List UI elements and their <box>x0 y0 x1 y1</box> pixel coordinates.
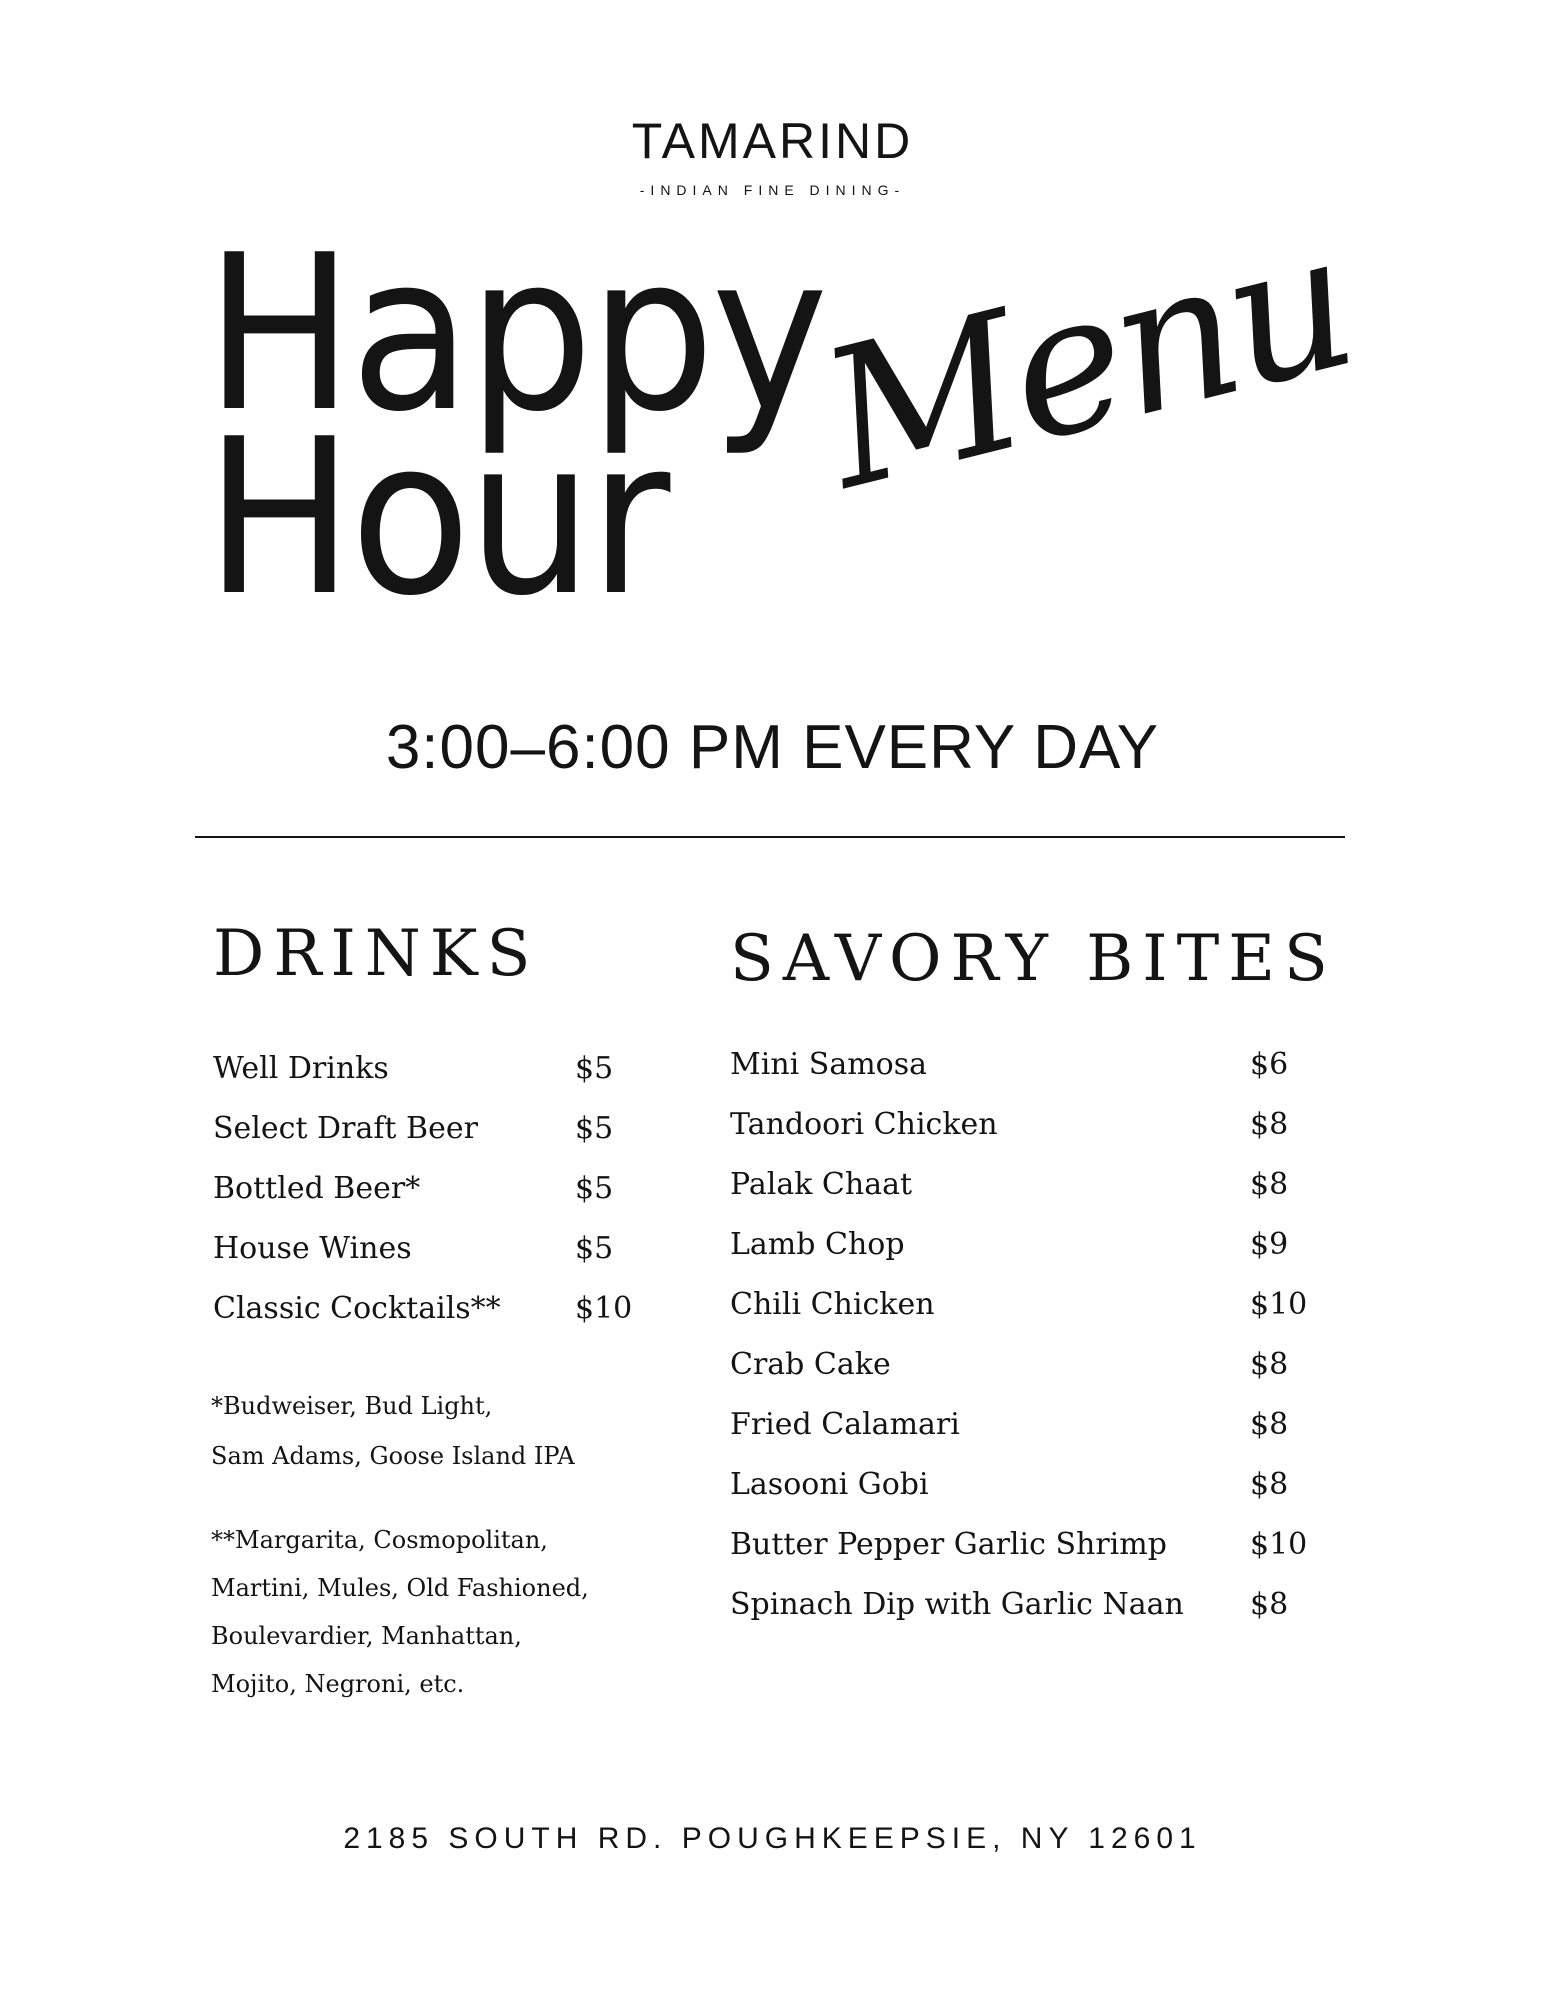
savory-bites-heading: SAVORY BITES <box>730 922 1337 996</box>
bite-item-name: Crab Cake <box>730 1347 891 1382</box>
cocktail-footnote-line: Mojito, Negroni, etc. <box>211 1670 465 1698</box>
drink-item-name: Well Drinks <box>213 1051 389 1086</box>
bite-item-price: $8 <box>1250 1107 1289 1142</box>
bite-item-name: Spinach Dip with Garlic Naan <box>730 1587 1184 1622</box>
restaurant-address: 2185 SOUTH RD. POUGHKEEPSIE, NY 12601 <box>343 1822 1202 1855</box>
bite-item-price: $9 <box>1250 1227 1289 1262</box>
bite-item-price: $10 <box>1250 1287 1308 1322</box>
drink-item-name: Select Draft Beer <box>213 1111 478 1146</box>
bite-item-price: $8 <box>1250 1467 1289 1502</box>
drink-item-name: House Wines <box>213 1231 412 1266</box>
restaurant-tagline: -INDIAN FINE DINING- <box>639 182 906 198</box>
restaurant-name: TAMARIND <box>631 113 914 169</box>
drink-item-price: $5 <box>575 1171 614 1206</box>
drink-item-name: Bottled Beer* <box>213 1171 421 1206</box>
bite-item-name: Tandoori Chicken <box>730 1107 998 1142</box>
drink-item-price: $5 <box>575 1051 614 1086</box>
happy-hour-times: 3:00–6:00 PM EVERY DAY <box>385 713 1160 782</box>
bite-item-price: $8 <box>1250 1587 1289 1622</box>
cocktail-footnote-line: Boulevardier, Manhattan, <box>211 1622 522 1650</box>
headline-hour: Hour <box>205 392 667 643</box>
cocktail-footnote-line: Martini, Mules, Old Fashioned, <box>211 1574 589 1602</box>
beer-footnote-line: *Budweiser, Bud Light, <box>211 1392 493 1420</box>
bite-item-price: $8 <box>1250 1167 1289 1202</box>
bite-item-price: $8 <box>1250 1407 1289 1442</box>
bite-item-name: Butter Pepper Garlic Shrimp <box>730 1527 1167 1562</box>
section-divider <box>195 836 1345 838</box>
beer-footnote-line: Sam Adams, Goose Island IPA <box>211 1442 575 1470</box>
drink-item-price: $5 <box>575 1111 614 1146</box>
drinks-heading: DRINKS <box>213 917 540 991</box>
drink-item-price: $5 <box>575 1231 614 1266</box>
bite-item-name: Fried Calamari <box>730 1407 960 1442</box>
bite-item-price: $8 <box>1250 1347 1289 1382</box>
cocktail-footnote-line: **Margarita, Cosmopolitan, <box>211 1526 548 1554</box>
drink-item-name: Classic Cocktails** <box>213 1291 501 1326</box>
bite-item-name: Mini Samosa <box>730 1047 927 1082</box>
drink-item-price: $10 <box>575 1291 633 1326</box>
bite-item-name: Chili Chicken <box>730 1287 935 1322</box>
bite-item-price: $6 <box>1250 1047 1289 1082</box>
headline-happy: Happy <box>205 208 825 459</box>
headline-menu-script: Menu <box>803 189 1369 532</box>
bite-item-price: $10 <box>1250 1527 1308 1562</box>
bite-item-name: Lamb Chop <box>730 1227 905 1262</box>
bite-item-name: Palak Chaat <box>730 1167 913 1202</box>
bite-item-name: Lasooni Gobi <box>730 1467 929 1502</box>
